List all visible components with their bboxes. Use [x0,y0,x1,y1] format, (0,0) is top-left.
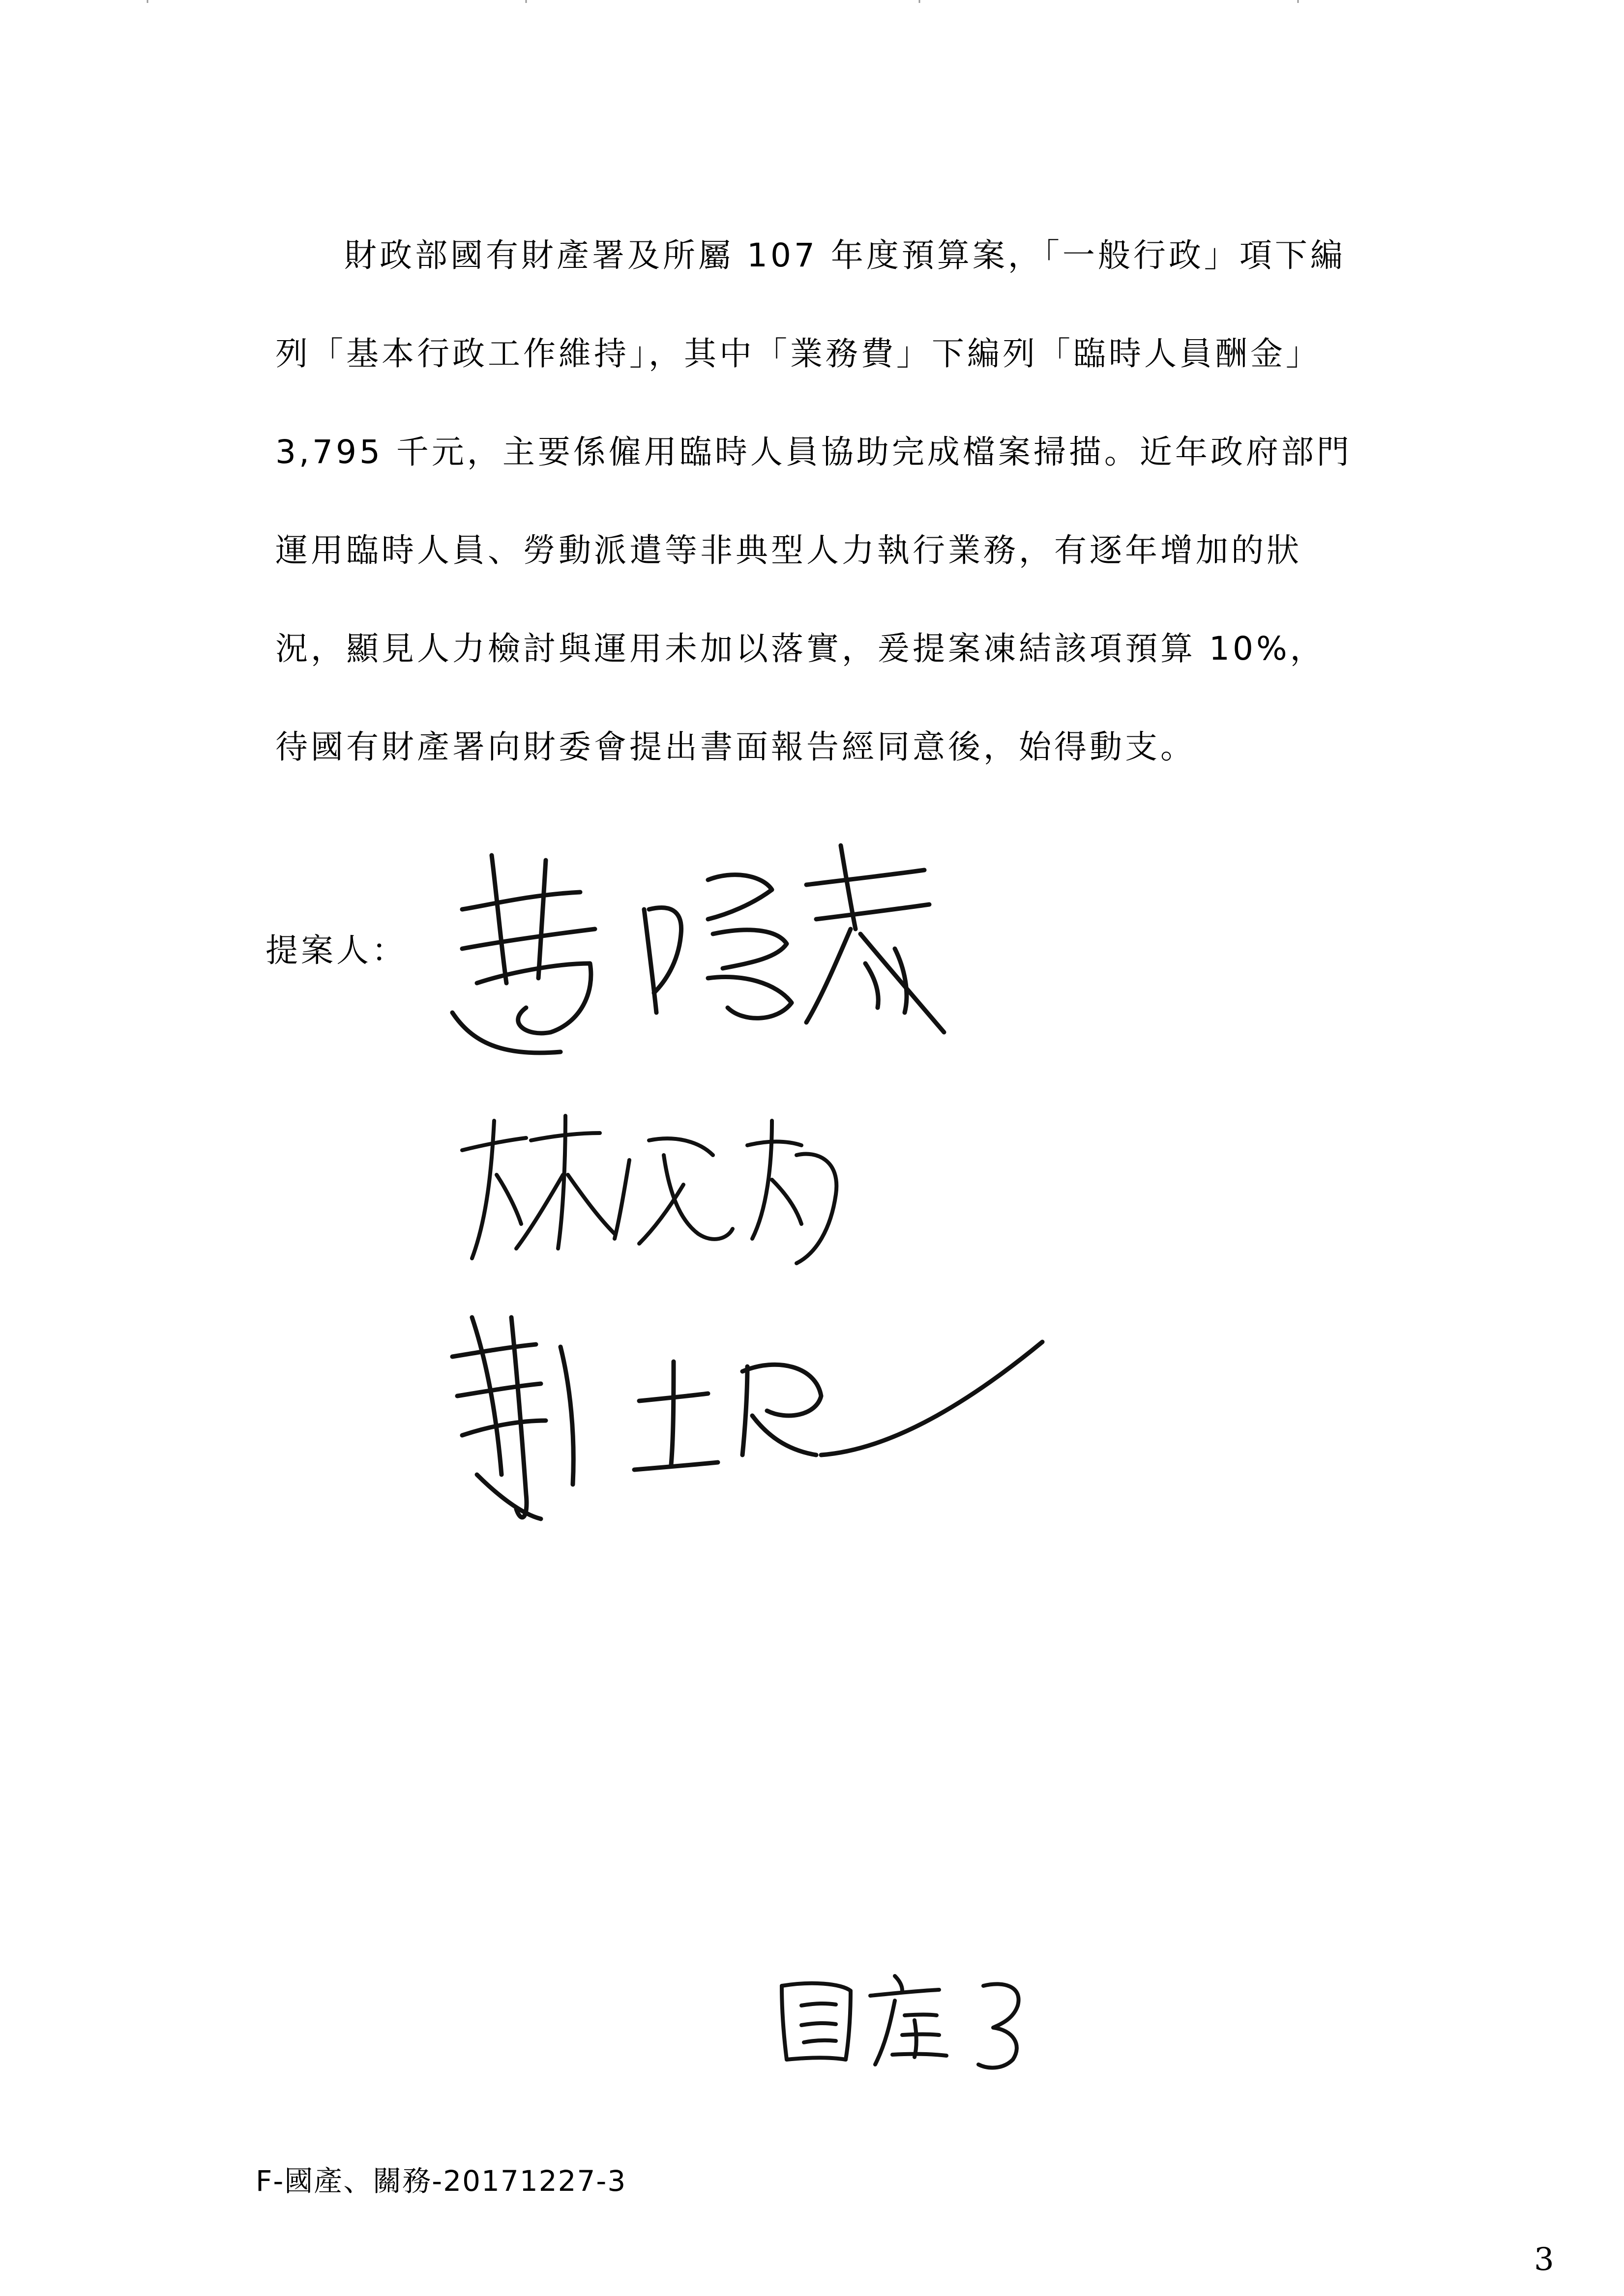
signature-3 [443,1288,1092,1543]
body-line-6: 待國有財產署向財委會提出書面報告經同意後，始得動支。 [275,728,1196,766]
handwritten-note [767,1966,1042,2074]
scan-edge-marks [0,0,1624,10]
page-number: 3 [1534,2241,1554,2278]
body-line-2: 列「基本行政工作維持」，其中「業務費」下編列「臨時人員酬金」 [275,335,1321,373]
document-footer-id: F-國產、關務-20171227-3 [256,2164,627,2198]
body-line-5: 況，顯見人力檢討與運用未加以落實，爰提案凍結該項預算 10%， [275,630,1326,668]
body-line-3: 3,795 千元，主要係僱用臨時人員協助完成檔案掃描。近年政府部門 [275,433,1352,471]
body-line-4: 運用臨時人員、勞動派遣等非典型人力執行業務，有逐年增加的狀 [275,531,1302,569]
proposal-body [275,206,1426,796]
signature-1 [433,836,983,1072]
body-line-1: 財政部國有財產署及所屬 107 年度預算案，「一般行政」項下編 [344,236,1346,274]
signature-2 [452,1111,856,1278]
proposer-label: 提案人： [266,931,407,969]
